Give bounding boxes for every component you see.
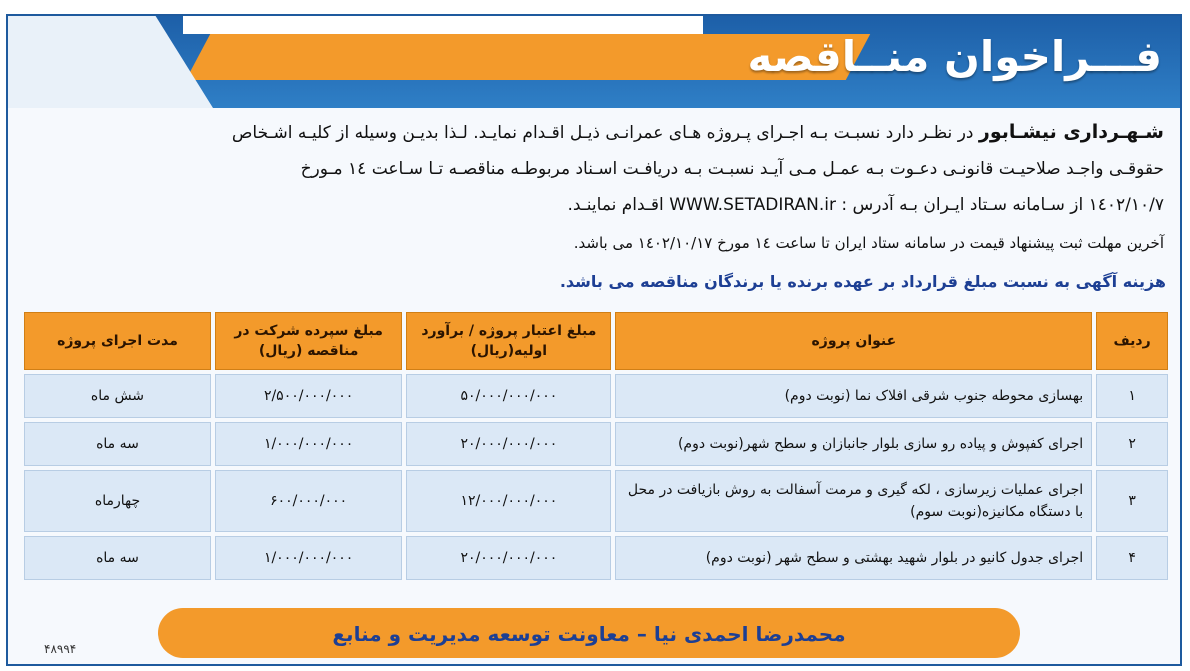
cell-project-title: بهسازی محوطه جنوب شرقی افلاک نما (نوبت دوم) [615, 374, 1092, 418]
cell-row-number: ۴ [1096, 536, 1168, 580]
table-row [24, 470, 1168, 532]
cell-duration: شش ماه [24, 374, 211, 418]
intro-line-3: ۱٤۰۲/۱۰/۷ از سـامانه سـتاد ایـران بـه آدرس : WWW.SETADIRAN.ir اقـدام نماینـد. [567, 195, 1164, 215]
cell-credit: ۵۰/۰۰۰/۰۰۰/۰۰۰ [406, 374, 611, 418]
ad-code: ۴۸۹۹۴ [44, 642, 77, 656]
cell-project-title: اجرای کفپوش و پیاده رو سازی بلوار جانبازان و سطح شهر(نوبت دوم) [615, 422, 1092, 466]
cell-project-title: اجرای جدول کانیو در بلوار شهید بهشتی و سطح شهر (نوبت دوم) [615, 536, 1092, 580]
intro-paragraph [20, 114, 1164, 223]
cell-duration: چهارماه [24, 470, 211, 532]
tender-notice [6, 14, 1182, 666]
cell-deposit: ۱/۰۰۰/۰۰۰/۰۰۰ [215, 536, 402, 580]
signature: محمدرضا احمدی نیا – معاونت توسعه مدیریت و منابع [332, 622, 846, 646]
intro-line-1: در نظـر دارد نسبـت بـه اجـرای پـروژه هـای عمرانـی ذیـل اقـدام نمایـد. لـذا بدیـن وسیله از کلیـه اشـخاص [231, 123, 979, 143]
cell-row-number: ۱ [1096, 374, 1168, 418]
organization-name: شـهـرداری نیشـابور [978, 121, 1164, 143]
table-row [24, 374, 1168, 418]
cell-duration: سه ماه [24, 422, 211, 466]
header-deposit: مبلغ سپرده شرکت در مناقصه (ریال) [215, 312, 402, 370]
cell-credit: ۲۰/۰۰۰/۰۰۰/۰۰۰ [406, 422, 611, 466]
cell-duration: سه ماه [24, 536, 211, 580]
intro-line-2: حقوقـی واجـد صلاحیـت قانونـی دعـوت بـه عمـل مـی آیـد نسبـت بـه دریافـت اسـناد مربوطـه مناقصـه تـا سـاعت ۱٤ مـورخ [300, 159, 1164, 179]
table-row [24, 536, 1168, 580]
cell-row-number: ۲ [1096, 422, 1168, 466]
header-credit: مبلغ اعتبار پروژه / برآورد اولیه(ریال) [406, 312, 611, 370]
projects-table [20, 308, 1172, 584]
cell-row-number: ۳ [1096, 470, 1168, 532]
cell-deposit: ۶۰۰/۰۰۰/۰۰۰ [215, 470, 402, 532]
deadline-note: آخرین مهلت ثبت پیشنهاد قیمت در سامانه ستاد ایران تا ساعت ۱٤ مورخ ۱٤۰۲/۱۰/۱۷ می باشد. [573, 234, 1164, 252]
header-project-title: عنوان پروژه [615, 312, 1092, 370]
cell-credit: ۱۲/۰۰۰/۰۰۰/۰۰۰ [406, 470, 611, 532]
header-duration: مدت اجرای پروژه [24, 312, 211, 370]
cell-deposit: ۱/۰۰۰/۰۰۰/۰۰۰ [215, 422, 402, 466]
table-row [24, 422, 1168, 466]
table-header-row [24, 312, 1168, 370]
cell-project-title: اجرای عملیات زیرسازی ، لکه گیری و مرمت آسفالت به روش بازیافت در محل با دستگاه مکانیزه(نوبت سوم) [615, 470, 1092, 532]
header-white-tab [183, 16, 703, 34]
cell-deposit: ۲/۵۰۰/۰۰۰/۰۰۰ [215, 374, 402, 418]
cell-credit: ۲۰/۰۰۰/۰۰۰/۰۰۰ [406, 536, 611, 580]
notice-title: فـــراخوان منــاقصه [747, 32, 1162, 81]
fee-note: هزینه آگهی به نسبت مبلغ قرارداد بر عهده برنده یا برندگان مناقصه می باشد. [559, 272, 1166, 291]
header-row-number: ردیف [1096, 312, 1168, 370]
